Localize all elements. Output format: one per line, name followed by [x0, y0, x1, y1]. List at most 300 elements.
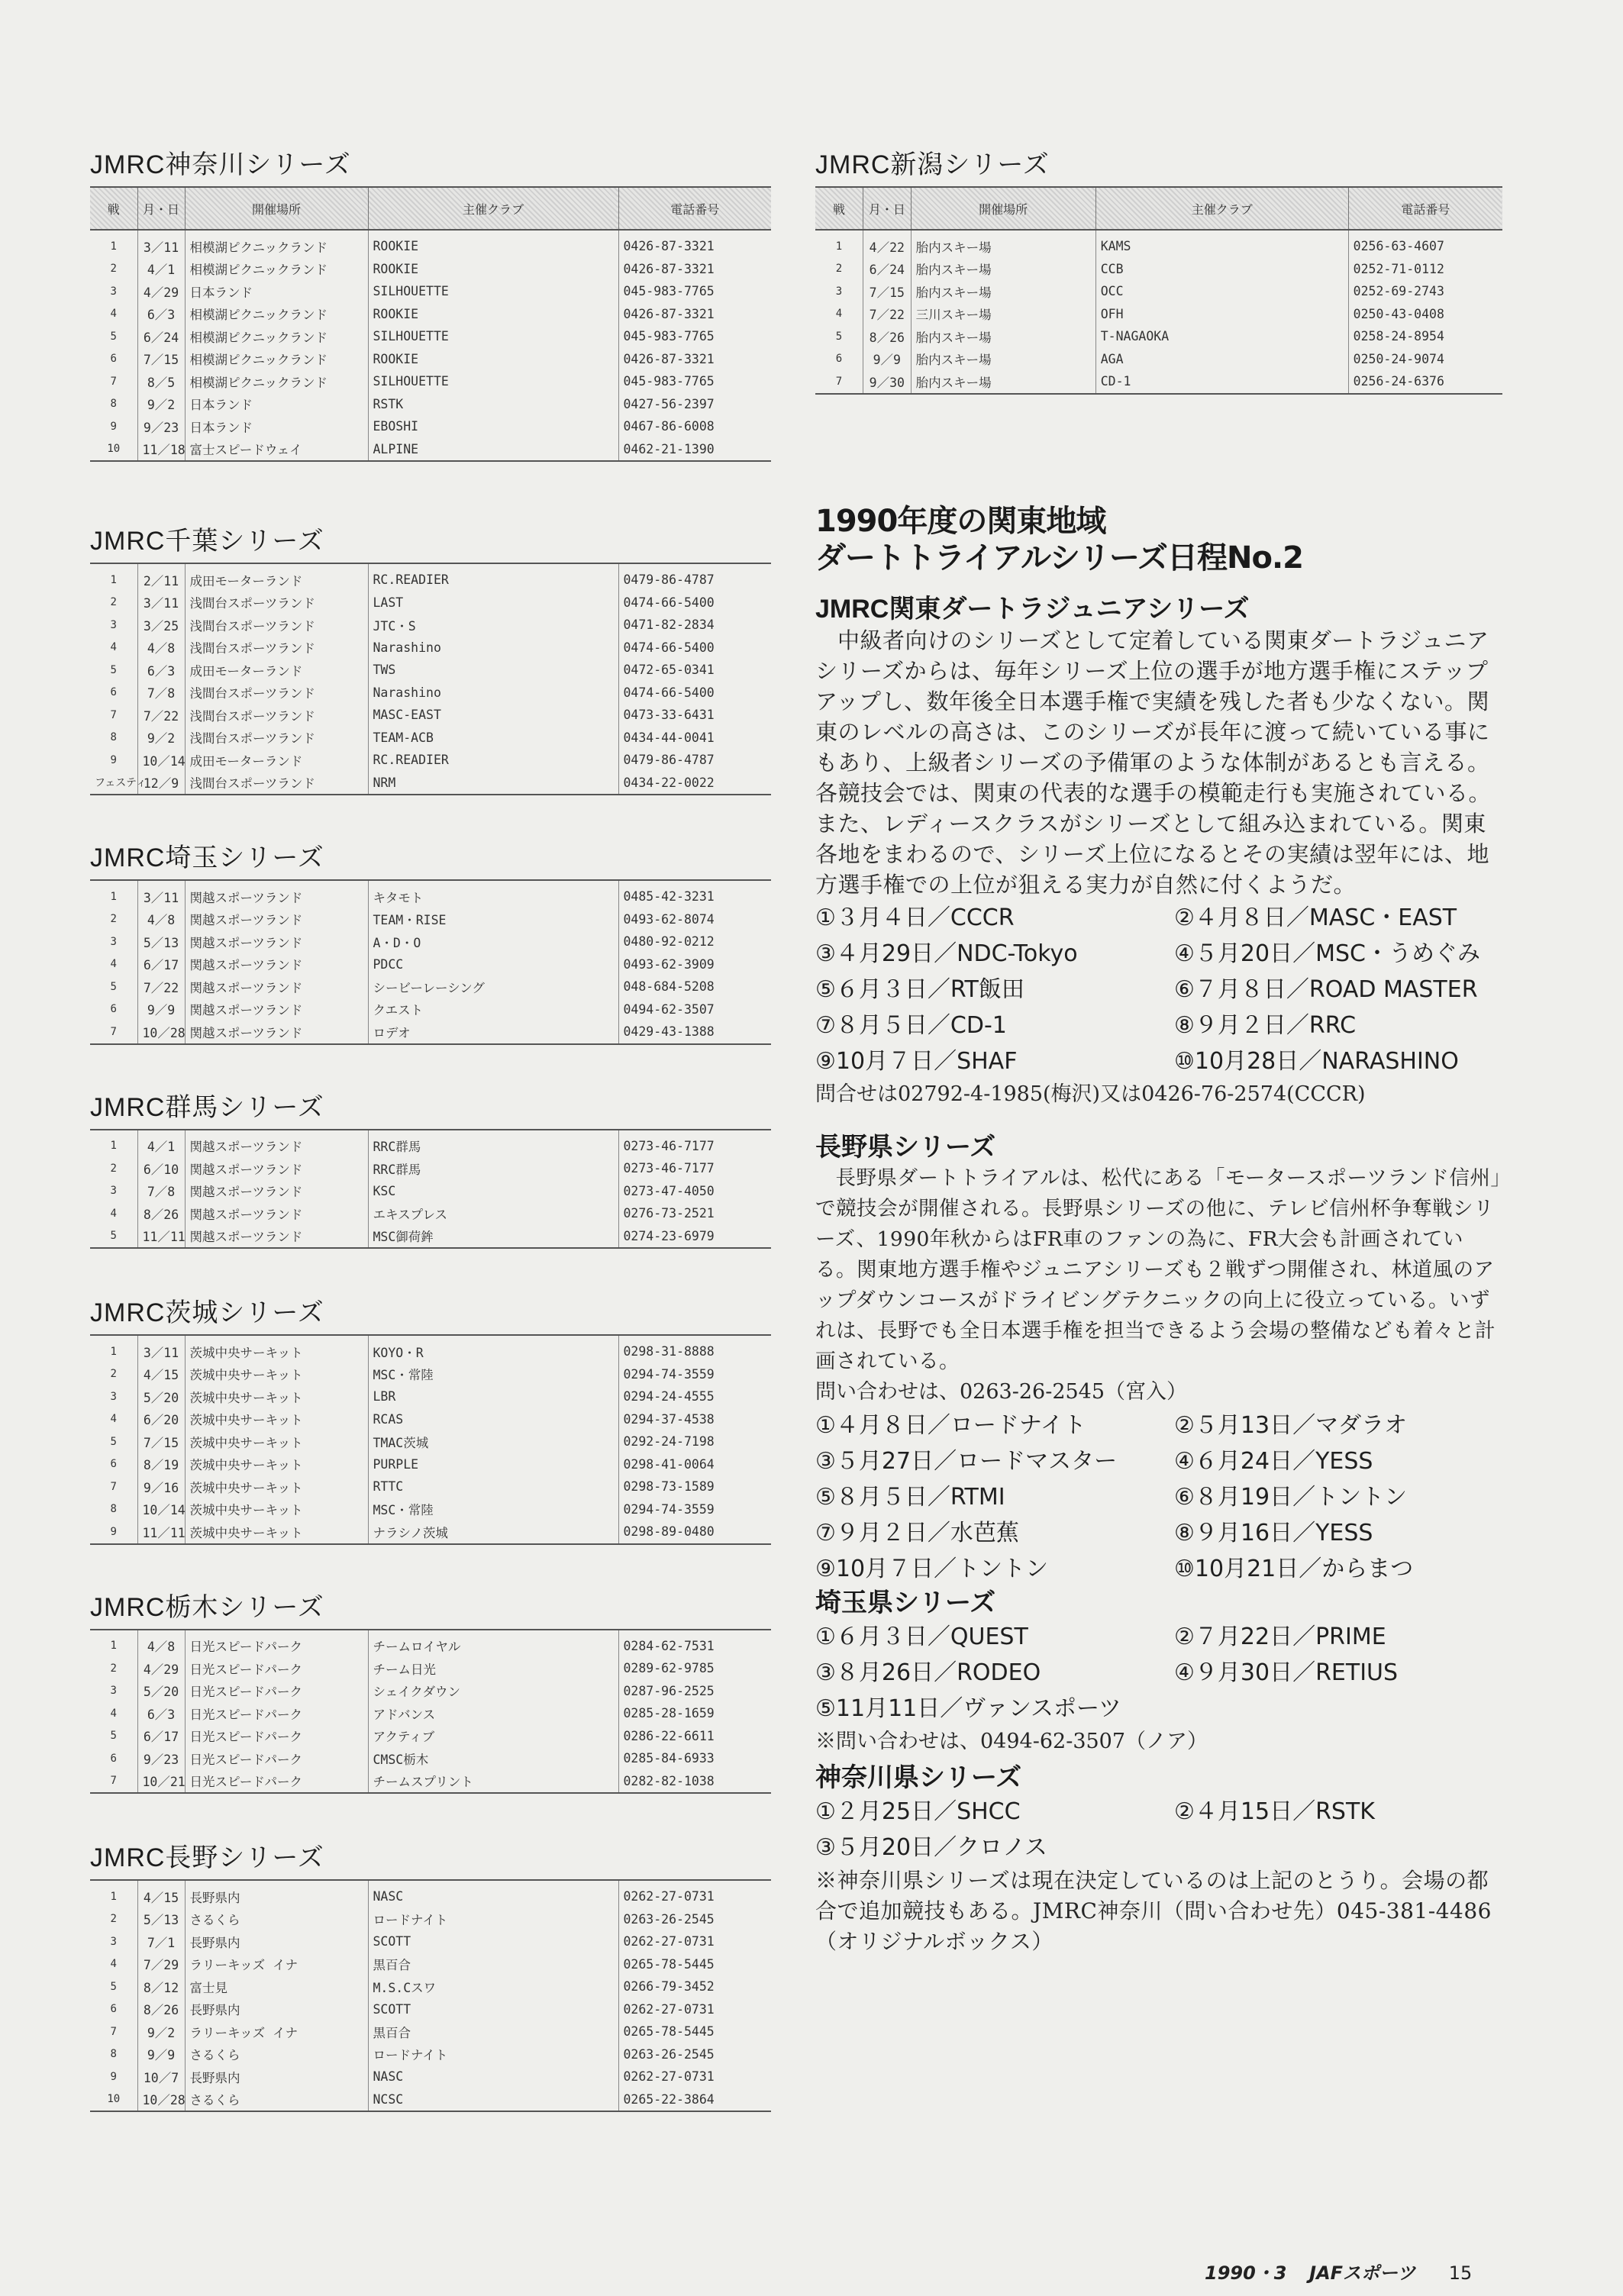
table-cell: 0298-89-0480: [618, 1520, 771, 1544]
table-cell: 0479-86-4787: [618, 749, 771, 772]
table-row: [90, 1225, 771, 1249]
right-column: [815, 150, 1502, 1957]
table-cell: 0252-69-2743: [1348, 280, 1502, 303]
event-item: ④６月24日／YESS: [1174, 1447, 1373, 1475]
table-cell: 0426-87-3321: [618, 258, 771, 281]
table-cell: 10／7: [137, 2065, 185, 2088]
schedule-table: [90, 1334, 771, 1545]
table-cell: 7／15: [137, 1430, 185, 1453]
table-cell: 5: [835, 330, 843, 343]
table-cell: 浅間台スポーツランド: [185, 704, 368, 727]
table-row: [90, 563, 771, 592]
table-cell: 7: [110, 2025, 117, 2038]
table-cell: 2: [110, 913, 117, 926]
table-row: [90, 1520, 771, 1544]
table-cell: 日光スピードパーク: [185, 1657, 368, 1680]
table-cell: 2: [110, 1662, 117, 1675]
table-cell: 4／1: [137, 258, 185, 281]
table-cell: 4／1: [137, 1130, 185, 1158]
table-cell: 0493-62-3909: [618, 953, 771, 976]
table-cell: 6: [110, 1003, 117, 1016]
table-row: [815, 303, 1502, 326]
event-item: ③５月27日／ロードマスター: [815, 1447, 1118, 1475]
table-cell: 0273-46-7177: [618, 1157, 771, 1180]
table-cell: 10／28: [137, 2088, 185, 2112]
table-cell: 0429-43-1388: [618, 1021, 771, 1044]
table-cell: 0462-21-1390: [618, 438, 771, 462]
event-item: ④９月30日／RETIUS: [1174, 1659, 1399, 1686]
table-cell: 0287-96-2525: [618, 1680, 771, 1703]
table-cell: 0274-23-6979: [618, 1225, 771, 1249]
table-cell: 4: [110, 1413, 117, 1426]
event-item: ⑥８月19日／トントン: [1174, 1483, 1408, 1511]
table-cell: 4／8: [137, 1630, 185, 1658]
event-item: ⑨10月７日／トントン: [815, 1555, 1049, 1582]
table-cell: 4／8: [137, 908, 185, 931]
table-cell: 4／15: [137, 1880, 185, 1908]
table-row: [90, 1747, 771, 1770]
table-cell: 0493-62-8074: [618, 908, 771, 931]
table-cell: 9: [110, 753, 117, 766]
table-cell: 浅間台スポーツランド: [185, 772, 368, 795]
table-cell: PDCC: [368, 953, 618, 976]
table-cell: 0294-24-4555: [618, 1385, 771, 1408]
table-cell: 浅間台スポーツランド: [185, 682, 368, 705]
table-cell: 1: [110, 890, 117, 903]
table-cell: 6: [110, 353, 117, 366]
table-cell: 関越スポーツランド: [185, 1157, 368, 1180]
table-cell: 10／14: [137, 749, 185, 772]
column-header: 月・日: [863, 187, 912, 230]
table-row: [90, 930, 771, 953]
event-item: ①６月３日／QUEST: [815, 1623, 1028, 1650]
column-header: 主催クラブ: [368, 187, 618, 230]
table-cell: 3: [110, 285, 117, 298]
column-header: 主催クラブ: [1095, 187, 1348, 230]
table-cell: RRC群馬: [368, 1130, 618, 1158]
table-cell: 9／30: [863, 370, 912, 394]
table-cell: 2: [110, 1913, 117, 1926]
table-cell: 0262-27-0731: [618, 1880, 771, 1908]
table-row: [90, 1180, 771, 1203]
table-cell: 7／15: [137, 348, 185, 371]
table-row: [90, 1363, 771, 1386]
table-cell: 0467-86-6008: [618, 415, 771, 438]
table-row: [90, 880, 771, 908]
table-cell: 1: [110, 1345, 117, 1358]
table-cell: SILHOUETTE: [368, 370, 618, 393]
table-row: [90, 1430, 771, 1453]
table-cell: 2／11: [137, 563, 185, 592]
table-cell: 3: [110, 1935, 117, 1948]
table-cell: 茨城中央サーキット: [185, 1363, 368, 1386]
table-cell: 9／9: [137, 998, 185, 1021]
table-cell: 日光スピードパーク: [185, 1630, 368, 1658]
table-row: [90, 280, 771, 303]
table-row: [815, 280, 1502, 303]
table-cell: 日光スピードパーク: [185, 1725, 368, 1748]
table-cell: 0256-63-4607: [1348, 230, 1502, 258]
table-cell: OFH: [1095, 303, 1348, 326]
table-row: [90, 2088, 771, 2112]
table-cell: 6: [835, 353, 843, 366]
table-cell: 0434-44-0041: [618, 727, 771, 750]
table-cell: 富士見: [185, 1975, 368, 1998]
table-cell: CD-1: [1095, 370, 1348, 394]
table-cell: 045-983-7765: [618, 325, 771, 348]
table-row: [90, 325, 771, 348]
table-cell: 10／28: [137, 1021, 185, 1044]
table-cell: 0471-82-2834: [618, 614, 771, 637]
table-row: [90, 614, 771, 637]
table-cell: KAMS: [1095, 230, 1348, 258]
table-cell: シェイクダウン: [368, 1680, 618, 1703]
event-item: ①２月25日／SHCC: [815, 1798, 1021, 1825]
page-footer: [1205, 2258, 1472, 2285]
table-cell: 相模湖ピクニックランド: [185, 303, 368, 326]
table-cell: RCAS: [368, 1408, 618, 1431]
table-cell: SILHOUETTE: [368, 325, 618, 348]
table-cell: 0252-71-0112: [1348, 258, 1502, 281]
table-cell: 7: [110, 375, 117, 388]
table-cell: RSTK: [368, 393, 618, 416]
table-cell: 0289-62-9785: [618, 1657, 771, 1680]
table-cell: 048-684-5208: [618, 975, 771, 998]
table-cell: M.S.Cスワ: [368, 1975, 618, 1998]
table-cell: 0276-73-2521: [618, 1202, 771, 1225]
table-cell: 0263-26-2545: [618, 2043, 771, 2066]
table-row: [90, 659, 771, 682]
table-cell: 045-983-7765: [618, 280, 771, 303]
table-row: [90, 1702, 771, 1725]
table-row: [90, 1630, 771, 1658]
table-cell: 茨城中央サーキット: [185, 1430, 368, 1453]
table-row: [90, 1930, 771, 1953]
junior-contact: 問合せは02792-4-1985(梅沢)又は0426-76-2574(CCCR): [815, 1082, 1366, 1106]
table-cell: 6: [110, 686, 117, 699]
table-cell: MSC御荷鉾: [368, 1225, 618, 1249]
table-cell: 茨城中央サーキット: [185, 1475, 368, 1498]
table-cell: 関越スポーツランド: [185, 930, 368, 953]
table-cell: MSC・常陸: [368, 1363, 618, 1386]
table-cell: 6／24: [137, 325, 185, 348]
table-row: [90, 1157, 771, 1180]
table-row: [815, 348, 1502, 371]
table-cell: 8／26: [863, 325, 912, 348]
table-row: [90, 1202, 771, 1225]
table-cell: 7: [835, 375, 843, 388]
table-cell: アドバンス: [368, 1702, 618, 1725]
table-cell: 0294-37-4538: [618, 1408, 771, 1431]
table-cell: 4／29: [137, 280, 185, 303]
table-row: [90, 1953, 771, 1976]
table-cell: チーム日光: [368, 1657, 618, 1680]
table-cell: 日本ランド: [185, 393, 368, 416]
series-block: [815, 150, 1502, 395]
table-row: [90, 1725, 771, 1748]
table-cell: 4: [835, 308, 843, 321]
table-row: [90, 592, 771, 614]
table-cell: 三川スキー場: [911, 303, 1095, 326]
table-cell: 0427-56-2397: [618, 393, 771, 416]
saitama-contact: ※問い合わせは、0494-62-3507（ノア）: [815, 1729, 1208, 1753]
table-cell: 5: [110, 330, 117, 343]
table-cell: NASC: [368, 2065, 618, 2088]
table-cell: 0262-27-0731: [618, 2065, 771, 2088]
event-item: ①３月４日／CCCR: [815, 904, 1015, 931]
nagano-pref-body: 長野県ダートトライアルは、松代にある「モータースポーツランド信州」で競技会が開催される。長野県シリーズの他に、テレビ信州杯争奪戦シリーズ、1990年秋からはFR車のファンの為に、FR大会も計画されている。関東地方選手権やジュニアシリーズも２戦ずつ開催され、林道風のアップダウンコースがドライビングテクニックの向上に役立っている。いずれは、長野でも全日本選手権を担当できるよう会場の整備なども着々と計画されている。: [815, 1166, 1502, 1373]
table-cell: 関越スポーツランド: [185, 975, 368, 998]
table-cell: 日光スピードパーク: [185, 1770, 368, 1794]
table-cell: 0298-31-8888: [618, 1335, 771, 1363]
table-cell: 相模湖ピクニックランド: [185, 258, 368, 281]
table-cell: 5／13: [137, 930, 185, 953]
table-row: [90, 415, 771, 438]
table-cell: 富士スピードウェイ: [185, 438, 368, 462]
series-title: JMRC埼玉シリーズ: [90, 843, 324, 872]
series-title: JMRC神奈川シリーズ: [90, 150, 351, 179]
saitama-pref-title: 埼玉県シリーズ: [815, 1588, 996, 1617]
table-cell: 0286-22-6611: [618, 1725, 771, 1748]
table-cell: 浅間台スポーツランド: [185, 637, 368, 659]
series-block: [90, 526, 771, 795]
table-cell: LBR: [368, 1385, 618, 1408]
table-row: [90, 1657, 771, 1680]
table-cell: 3: [110, 1685, 117, 1698]
nagano-event-list: [815, 1408, 1502, 1587]
table-row: [90, 637, 771, 659]
table-cell: ALPINE: [368, 438, 618, 462]
kanagawa-pref-title: 神奈川県シリーズ: [815, 1762, 1022, 1792]
table-cell: 9／9: [137, 2043, 185, 2066]
table-cell: 9／23: [137, 1747, 185, 1770]
table-cell: MASC-EAST: [368, 704, 618, 727]
table-cell: 3／11: [137, 880, 185, 908]
table-cell: 9／16: [137, 1475, 185, 1498]
event-item: ⑦９月２日／水芭蕉: [815, 1519, 1019, 1546]
table-cell: 9／2: [137, 2020, 185, 2043]
table-row: [90, 2065, 771, 2088]
table-cell: OCC: [1095, 280, 1348, 303]
table-cell: 7／22: [863, 303, 912, 326]
table-cell: 関越スポーツランド: [185, 1021, 368, 1044]
table-cell: 045-983-7765: [618, 370, 771, 393]
table-header-row: [815, 187, 1502, 230]
table-cell: SILHOUETTE: [368, 280, 618, 303]
table-cell: NCSC: [368, 2088, 618, 2112]
table-cell: 日光スピードパーク: [185, 1747, 368, 1770]
table-cell: 10: [107, 443, 121, 456]
table-cell: 0282-82-1038: [618, 1770, 771, 1794]
table-cell: 6／17: [137, 1725, 185, 1748]
table-cell: A・D・O: [368, 930, 618, 953]
table-row: [90, 1130, 771, 1158]
table-cell: 8: [110, 2048, 117, 2061]
event-item: ⑦８月５日／CD-1: [815, 1011, 1007, 1039]
table-cell: 日本ランド: [185, 415, 368, 438]
event-item: ③５月20日／クロノス: [815, 1833, 1047, 1861]
table-cell: 2: [110, 1162, 117, 1175]
table-cell: 0258-24-8954: [1348, 325, 1502, 348]
nagano-contact: 問い合わせは、0263-26-2545（宮入）: [815, 1379, 1188, 1404]
event-item: ②４月８日／MASC・EAST: [1174, 904, 1457, 931]
table-cell: 6／3: [137, 1702, 185, 1725]
column-header: 電話番号: [1348, 187, 1502, 230]
table-row: [90, 1498, 771, 1521]
table-cell: 9／9: [863, 348, 912, 371]
table-cell: さるくら: [185, 1908, 368, 1931]
table-cell: 8／26: [137, 1998, 185, 2021]
column-header: 開催場所: [911, 187, 1095, 230]
table-cell: 0273-47-4050: [618, 1180, 771, 1203]
table-cell: ROOKIE: [368, 303, 618, 326]
series-block: [90, 1843, 771, 2112]
table-cell: 胎内スキー場: [911, 230, 1095, 258]
table-cell: 5／20: [137, 1680, 185, 1703]
table-cell: 5: [110, 1980, 117, 1993]
table-cell: 2: [110, 263, 117, 276]
table-cell: NRM: [368, 772, 618, 795]
series-block: [90, 1298, 771, 1545]
table-cell: 7／15: [863, 280, 912, 303]
table-row: [90, 230, 771, 258]
table-cell: クエスト: [368, 998, 618, 1021]
table-cell: TEAM-ACB: [368, 727, 618, 750]
table-cell: チームスプリント: [368, 1770, 618, 1794]
table-cell: 茨城中央サーキット: [185, 1498, 368, 1521]
table-cell: 7／22: [137, 975, 185, 998]
table-cell: 8: [110, 731, 117, 744]
event-item: ⑧９月２日／RRC: [1174, 1011, 1357, 1039]
table-cell: RC.READIER: [368, 563, 618, 592]
magazine-name: JAFスポーツ: [1309, 2262, 1416, 2284]
event-item: ⑥７月８日／ROAD MASTER: [1174, 975, 1478, 1003]
table-cell: 成田モーターランド: [185, 563, 368, 592]
event-item: ③８月26日／RODEO: [815, 1659, 1041, 1686]
table-cell: 9／23: [137, 415, 185, 438]
table-cell: 6／10: [137, 1157, 185, 1180]
table-cell: 4: [110, 1958, 117, 1971]
junior-series-body: 中級者向けのシリーズとして定着している関東ダートラジュニアシリーズからは、毎年シリーズ上位の選手が地方選手権にステップアップし、数年後全日本選手権で実績を残した者も少なくない。関東のレベルの高さは、このシリーズが長年に渡って続いている事にもあり、上級者シリーズの予備軍のような体制があるとも言える。各競技会では、関東の代表的な選手の模範走行も実施されている。また、レディースクラスがシリーズとして組み込まれている。関東各地をまわるので、シリーズ上位になるとその実績は翌年には、地方選手権での上位が狙える実力が自然に付くようだ。: [815, 627, 1492, 898]
table-cell: 7／1: [137, 1930, 185, 1953]
table-cell: 7／22: [137, 704, 185, 727]
table-cell: 0474-66-5400: [618, 682, 771, 705]
nagano-pref-title: 長野県シリーズ: [815, 1132, 996, 1162]
table-cell: 胎内スキー場: [911, 280, 1095, 303]
kanagawa-event-list: [815, 1794, 1502, 1866]
table-row: [90, 1770, 771, 1794]
table-cell: 4／15: [137, 1363, 185, 1386]
table-cell: 0426-87-3321: [618, 348, 771, 371]
table-cell: 0426-87-3321: [618, 303, 771, 326]
table-row: [90, 348, 771, 371]
table-cell: 5／20: [137, 1385, 185, 1408]
table-cell: RC.READIER: [368, 749, 618, 772]
table-cell: ROOKIE: [368, 230, 618, 258]
table-row: [815, 370, 1502, 394]
table-cell: 7: [110, 708, 117, 721]
table-cell: 1: [110, 573, 117, 586]
table-cell: 胎内スキー場: [911, 325, 1095, 348]
table-cell: 0256-24-6376: [1348, 370, 1502, 394]
table-cell: 0473-33-6431: [618, 704, 771, 727]
series-title: JMRC千葉シリーズ: [90, 527, 324, 556]
table-cell: 4／8: [137, 637, 185, 659]
table-cell: Narashino: [368, 637, 618, 659]
table-row: [90, 1335, 771, 1363]
column-header: 開催場所: [185, 187, 368, 230]
table-row: [90, 303, 771, 326]
table-cell: PURPLE: [368, 1453, 618, 1476]
schedule-table: [90, 1879, 771, 2112]
table-cell: 10: [107, 2093, 121, 2106]
event-item: ④５月20日／MSC・うめぐみ: [1174, 940, 1480, 967]
table-cell: 茨城中央サーキット: [185, 1520, 368, 1544]
table-cell: 関越スポーツランド: [185, 998, 368, 1021]
table-cell: 5: [110, 1730, 117, 1743]
table-cell: KSC: [368, 1180, 618, 1203]
table-cell: 0273-46-7177: [618, 1130, 771, 1158]
table-cell: 6／3: [137, 303, 185, 326]
table-cell: 0265-78-5445: [618, 1953, 771, 1976]
table-cell: 0485-42-3231: [618, 880, 771, 908]
table-cell: 6／20: [137, 1408, 185, 1431]
table-cell: 9: [110, 2070, 117, 2083]
table-cell: 長野県内: [185, 2065, 368, 2088]
table-cell: 3: [835, 285, 843, 298]
table-cell: 浅間台スポーツランド: [185, 592, 368, 614]
table-cell: 3: [110, 618, 117, 631]
table-cell: 成田モーターランド: [185, 749, 368, 772]
table-cell: 3: [110, 935, 117, 948]
table-row: [90, 1021, 771, 1044]
table-cell: 8／5: [137, 370, 185, 393]
niigata-series: [815, 150, 1502, 395]
table-cell: 11／11: [137, 1520, 185, 1544]
table-cell: 3／25: [137, 614, 185, 637]
table-cell: 6: [110, 2003, 117, 2016]
table-cell: 成田モーターランド: [185, 659, 368, 682]
table-row: [90, 975, 771, 998]
saitama-event-list: [815, 1619, 1502, 1727]
table-cell: フェスティ: [95, 777, 147, 790]
table-cell: Narashino: [368, 682, 618, 705]
table-cell: 関越スポーツランド: [185, 953, 368, 976]
table-cell: 0434-22-0022: [618, 772, 771, 795]
table-row: [815, 325, 1502, 348]
table-cell: 8／19: [137, 1453, 185, 1476]
series-title: JMRC新潟シリーズ: [815, 150, 1050, 179]
event-item: ②５月13日／マダラオ: [1174, 1411, 1408, 1439]
table-cell: 相模湖ピクニックランド: [185, 325, 368, 348]
table-cell: ラリーキッズ イナ: [185, 1953, 368, 1976]
table-row: [90, 727, 771, 750]
table-cell: 9／2: [137, 393, 185, 416]
table-cell: 0265-78-5445: [618, 2020, 771, 2043]
schedule-table: [90, 1129, 771, 1250]
table-row: [90, 2020, 771, 2043]
table-cell: 9／2: [137, 727, 185, 750]
table-row: [90, 393, 771, 416]
event-item: ①４月８日／ロードナイト: [815, 1411, 1086, 1439]
table-cell: 0250-24-9074: [1348, 348, 1502, 371]
table-cell: 5: [110, 980, 117, 993]
table-cell: 関越スポーツランド: [185, 1130, 368, 1158]
table-cell: 7／8: [137, 1180, 185, 1203]
table-cell: ROOKIE: [368, 348, 618, 371]
table-cell: ナラシノ茨城: [368, 1520, 618, 1544]
table-cell: T-NAGAOKA: [1095, 325, 1348, 348]
